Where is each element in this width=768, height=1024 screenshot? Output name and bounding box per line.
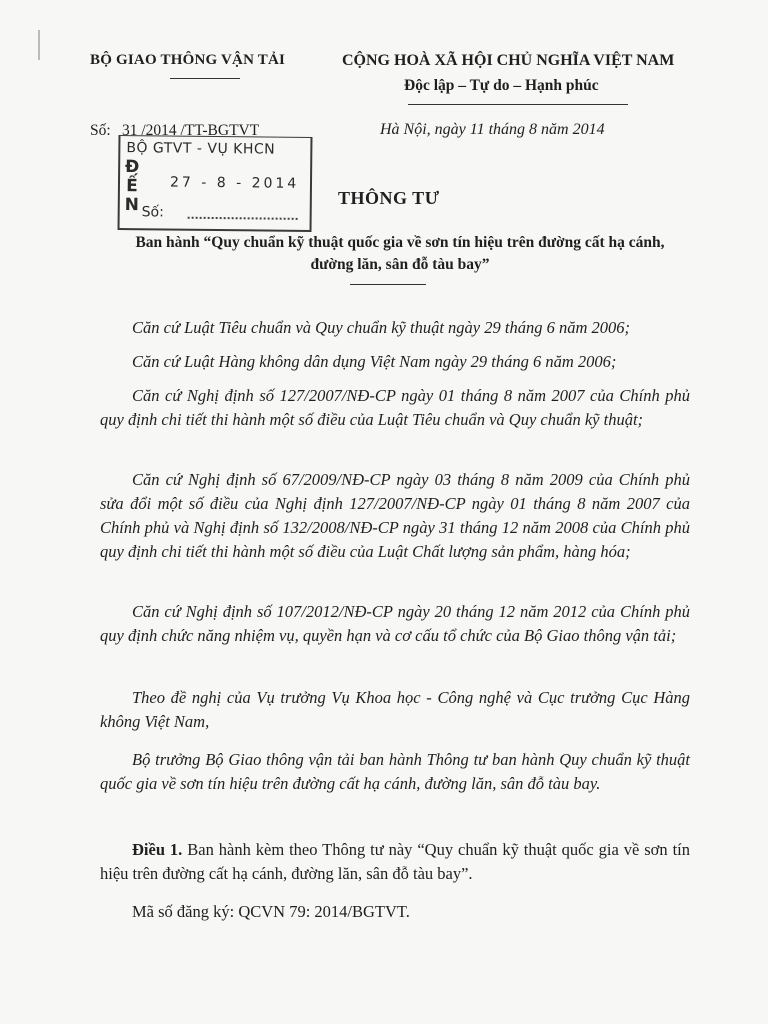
stamp-date: 27 - 8 - 2014: [169, 174, 300, 192]
national-motto: Độc lập – Tự do – Hạnh phúc: [404, 77, 599, 94]
received-stamp: [118, 135, 313, 232]
place-and-date: Hà Nội, ngày 11 tháng 8 năm 2014: [380, 121, 605, 138]
article-1-label: Điều 1.: [132, 840, 183, 859]
legal-basis: Căn cứ Nghị định số 107/2012/NĐ-CP ngày 20 tháng 12 năm 2012 của Chính phủ quy định chức năng nhiệm vụ, quyền hạn và cơ cấu tổ chức của Bộ Giao thông vận tải;: [100, 602, 690, 645]
article-1: [100, 838, 690, 886]
margin-mark: [38, 30, 40, 60]
proposal-clause: Theo đề nghị của Vụ trưởng Vụ Khoa học - Công nghệ và Cục trưởng Cục Hàng không Việt Nam,: [100, 688, 690, 731]
stamp-letter: Đ: [124, 157, 140, 178]
legal-basis: Căn cứ Luật Tiêu chuẩn và Quy chuẩn kỹ thuật ngày 29 tháng 6 năm 2006;: [132, 318, 630, 337]
issuance-clause: Bộ trưởng Bộ Giao thông vận tải ban hành Thông tư ban hành Quy chuẩn kỹ thuật quốc gia về sơn tín hiệu trên đường cất hạ cánh, đường lăn, sân đỗ tàu bay.: [100, 750, 690, 793]
legal-basis: Căn cứ Nghị định số 67/2009/NĐ-CP ngày 03 tháng 8 năm 2009 của Chính phủ sửa đổi một số điều của Nghị định 127/2007/NĐ-CP ngày 01 tháng 8 năm 2007 của Chính phủ và Nghị định số 132/2008/NĐ-CP ngày 31 tháng 12 năm 2008 của Chính phủ quy định chi tiết thi hành một số điều của Luật Chất lượng sản phẩm, hàng hóa;: [100, 470, 690, 561]
article-1-text: Ban hành kèm theo Thông tư này “Quy chuẩn kỹ thuật quốc gia về sơn tín hiệu trên đường cất hạ cánh, đường lăn, sân đỗ tàu bay”.: [100, 840, 691, 883]
stamp-letter: N: [124, 195, 139, 216]
subject-underline: [350, 284, 426, 285]
republic-title: CỘNG HOÀ XÃ HỘI CHỦ NGHĨA VIỆT NAM: [342, 52, 675, 69]
stamp-number-blank: [188, 217, 298, 220]
document-subject: Ban hành “Quy chuẩn kỹ thuật quốc gia về sơn tín hiệu trên đường cất hạ cánh, đường lăn, sân đỗ tàu bay”: [135, 234, 665, 273]
document-type: THÔNG TƯ: [338, 188, 440, 208]
legal-basis: Căn cứ Luật Hàng không dân dụng Việt Nam ngày 29 tháng 6 năm 2006;: [132, 352, 617, 371]
agency-underline: [170, 78, 240, 79]
agency-name: BỘ GIAO THÔNG VẬN TẢI: [90, 52, 286, 68]
doc-number-value: 31 /2014 /TT-BGTVT: [122, 122, 260, 139]
motto-underline: [408, 104, 628, 105]
legal-basis: Căn cứ Nghị định số 127/2007/NĐ-CP ngày 01 tháng 8 năm 2007 của Chính phủ quy định chi tiết thi hành một số điều của Luật Tiêu chuẩn và Quy chuẩn kỹ thuật;: [100, 386, 690, 429]
stamp-letter: Ế: [126, 176, 138, 197]
stamp-number-label: Số:: [141, 204, 164, 221]
doc-number-label: Số:: [90, 122, 111, 139]
stamp-org: BỘ GTVT - VỤ KHCN: [126, 140, 276, 158]
registration-code: Mã số đăng ký: QCVN 79: 2014/BGTVT.: [132, 902, 410, 921]
stamp-received-word: [123, 158, 142, 215]
